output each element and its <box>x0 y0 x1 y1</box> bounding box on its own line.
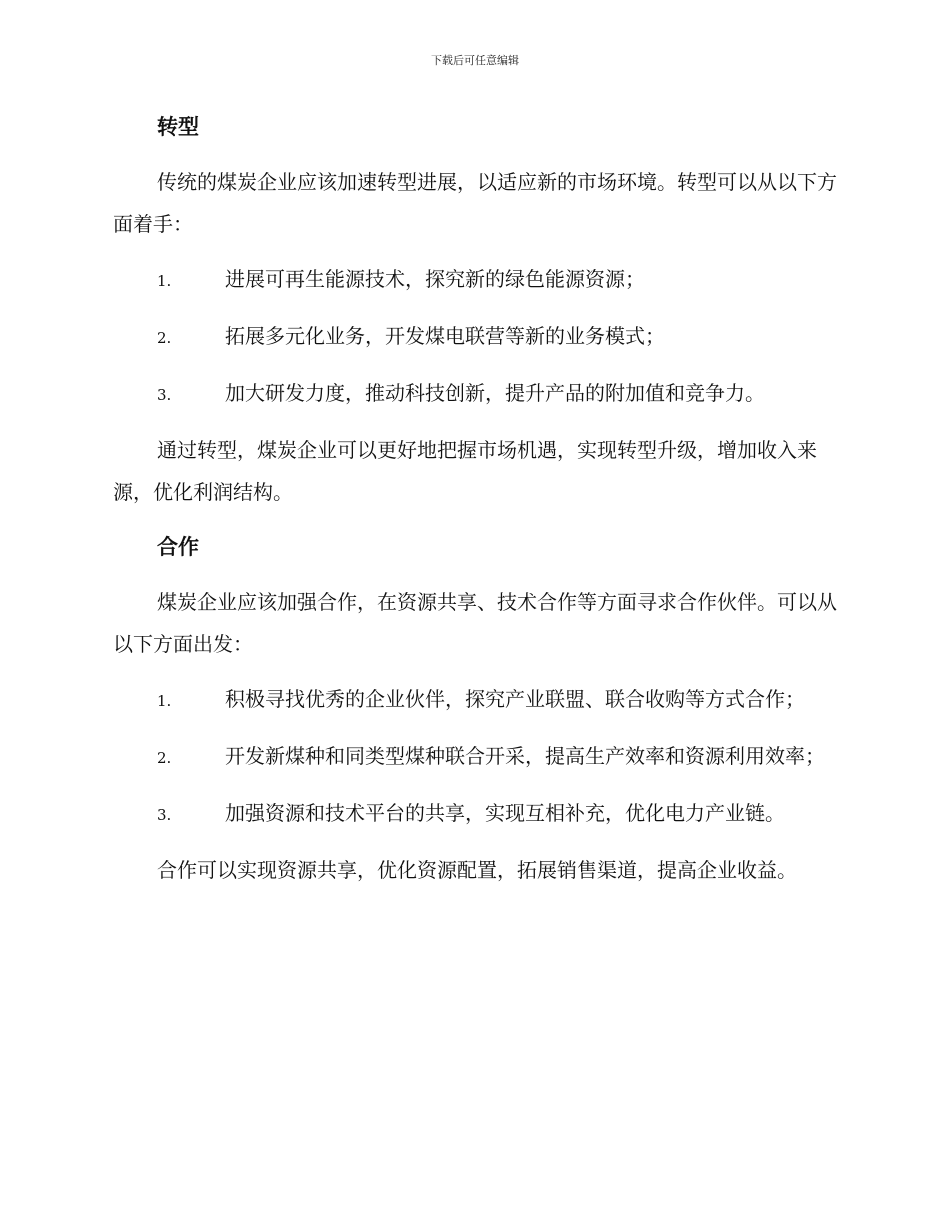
section-heading-transformation: 转型 <box>157 115 199 139</box>
document-body <box>113 106 837 904</box>
list-item <box>113 792 837 836</box>
list-item-text: 进展可再生能源技术，探究新的绿色能源资源； <box>225 267 645 291</box>
list-item-number: 2. <box>157 749 172 767</box>
list-item-text: 积极寻找优秀的企业伙伴，探究产业联盟、联合收购等方式合作； <box>225 687 805 711</box>
section-heading-cooperation: 合作 <box>157 535 199 559</box>
list-item-number: 1. <box>157 272 172 290</box>
list-item <box>113 678 837 722</box>
section-conclusion-transformation: 通过转型，煤炭企业可以更好地把握市场机遇，实现转型升级，增加收入来源，优化利润结构。 <box>113 438 817 504</box>
list-item-number: 3. <box>157 806 172 824</box>
page-header-note: 下载后可任意编辑 <box>431 54 519 67</box>
list-item <box>113 372 837 416</box>
list-item-number: 3. <box>157 386 172 404</box>
list-item-number: 1. <box>157 692 172 710</box>
list-item-text: 加大研发力度，推动科技创新，提升产品的附加值和竞争力。 <box>225 381 765 405</box>
section-conclusion-cooperation: 合作可以实现资源共享，优化资源配置，拓展销售渠道，提高企业收益。 <box>157 858 797 882</box>
section-intro-cooperation: 煤炭企业应该加强合作，在资源共享、技术合作等方面寻求合作伙伴。可以从以下方面出发： <box>113 590 837 656</box>
list-item <box>113 258 837 302</box>
list-item-number: 2. <box>157 329 172 347</box>
list-item <box>113 315 837 359</box>
list-item-text: 加强资源和技术平台的共享，实现互相补充，优化电力产业链。 <box>225 801 785 825</box>
list-item-text: 开发新煤种和同类型煤种联合开采，提高生产效率和资源利用效率； <box>225 744 825 768</box>
list-item-text: 拓展多元化业务，开发煤电联营等新的业务模式； <box>225 324 665 348</box>
list-item <box>113 735 837 779</box>
section-intro-transformation: 传统的煤炭企业应该加速转型进展，以适应新的市场环境。转型可以从以下方面着手： <box>113 170 837 236</box>
